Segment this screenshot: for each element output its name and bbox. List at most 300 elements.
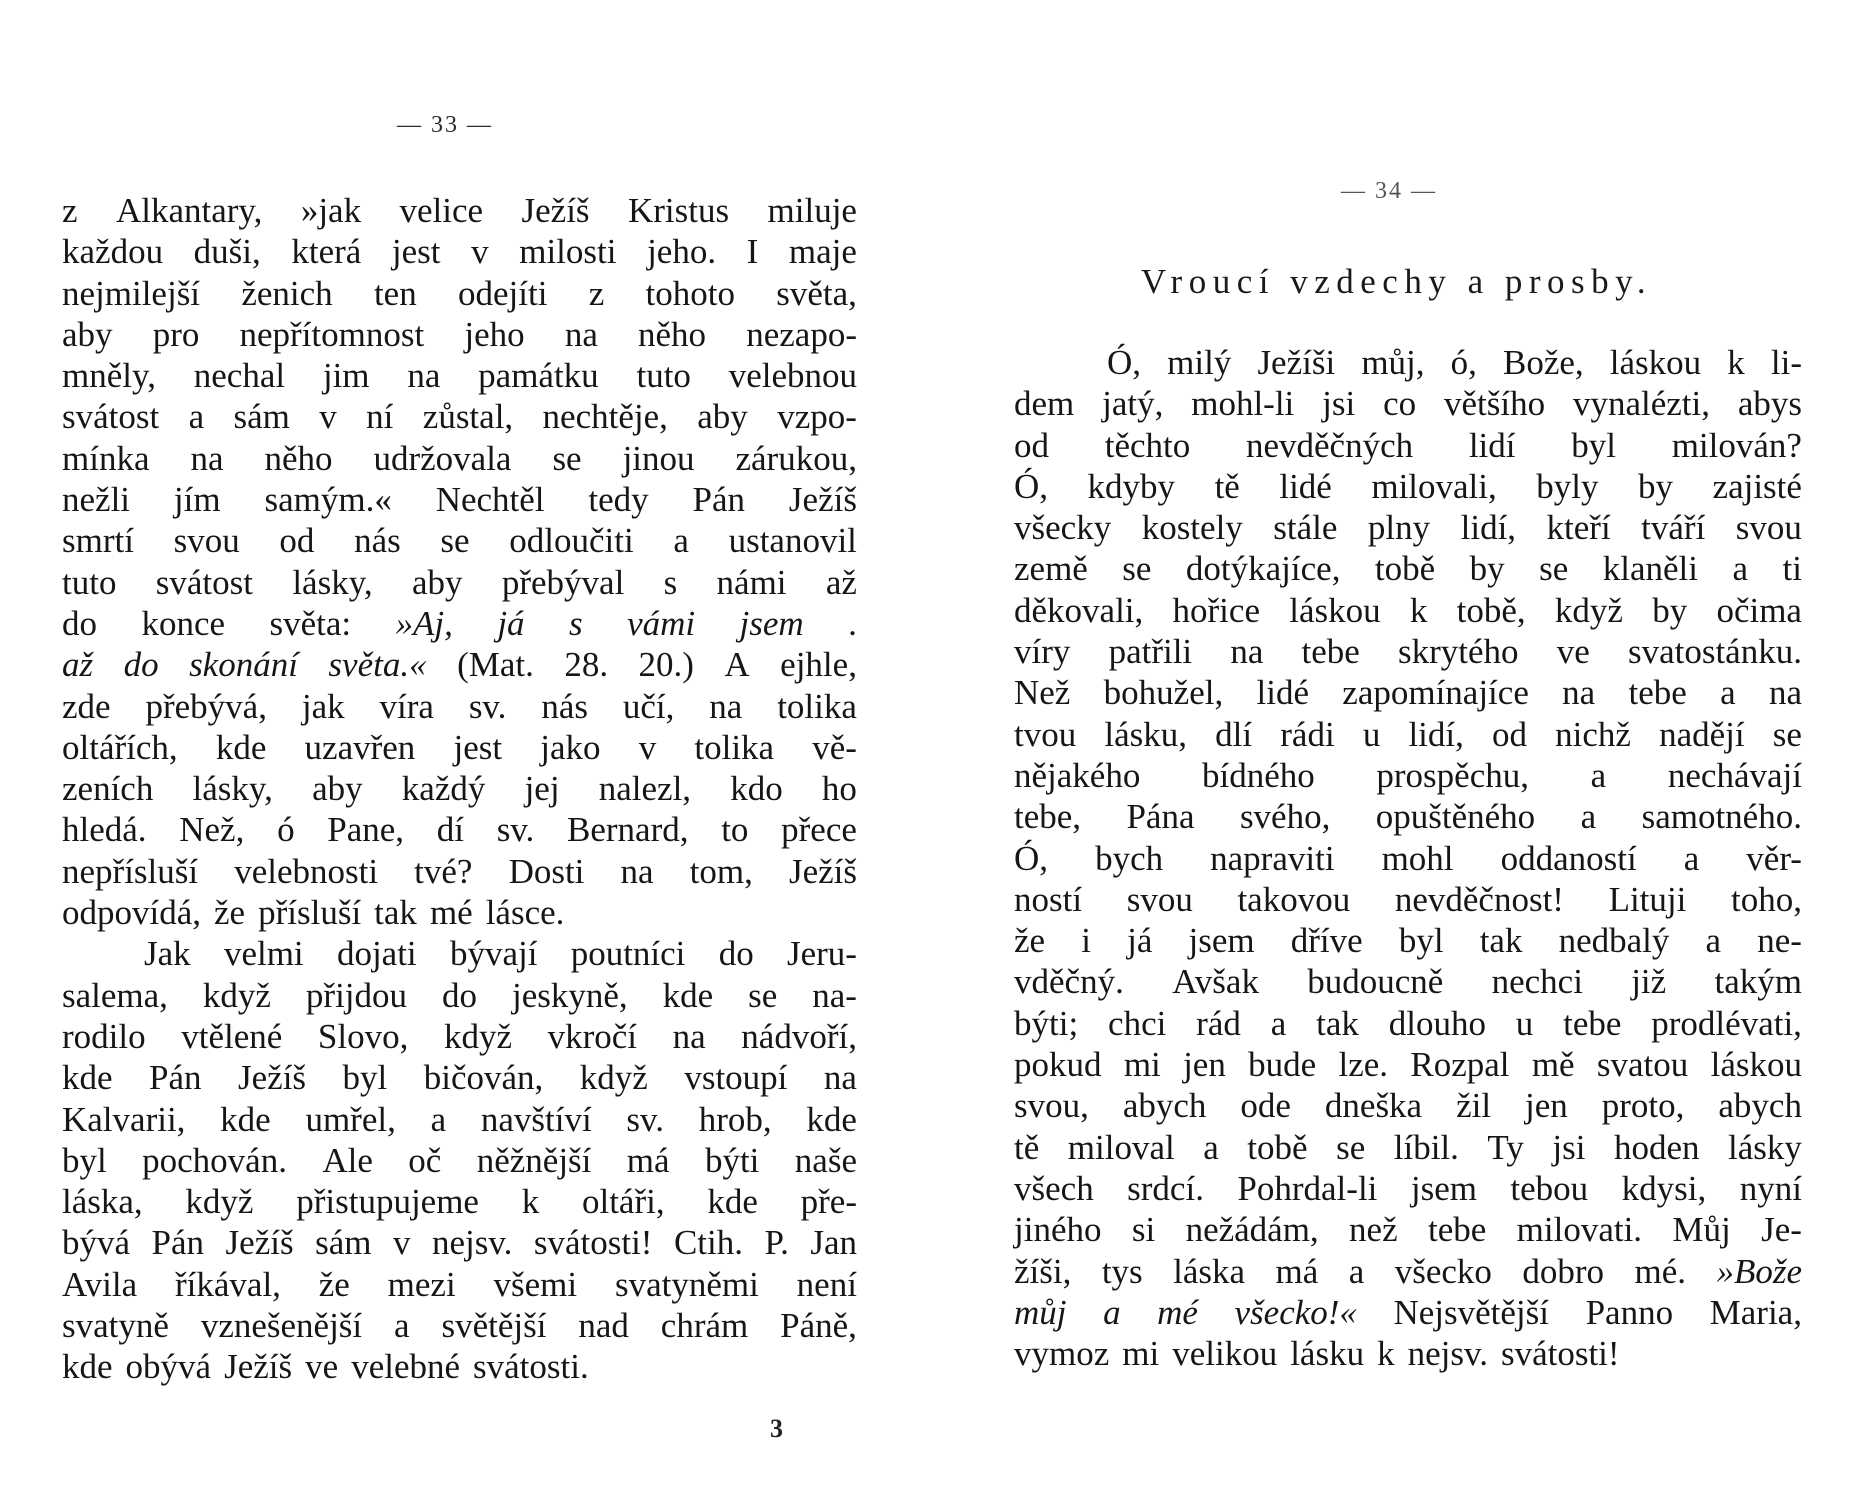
word: na-	[812, 975, 857, 1015]
word: do	[123, 645, 159, 685]
word: a	[1720, 673, 1736, 713]
word: přebývá,	[145, 686, 267, 726]
word: lidé	[1279, 466, 1332, 506]
word: li-	[1770, 343, 1802, 382]
word: nějakého	[1014, 755, 1141, 795]
word: na	[1562, 673, 1596, 713]
text-line	[1014, 1085, 1802, 1126]
word: vstoupí	[684, 1058, 788, 1098]
word: nepřísluší	[62, 851, 199, 891]
text-line	[62, 809, 857, 850]
word: jim	[322, 356, 370, 396]
word: samotného.	[1641, 797, 1802, 837]
word: samým.«	[264, 480, 392, 520]
word: se	[1772, 714, 1802, 754]
word: a	[1683, 838, 1700, 878]
text-line	[62, 479, 857, 520]
word: každý	[401, 769, 486, 809]
word: nádvoří,	[741, 1016, 857, 1056]
word: tě	[1014, 1127, 1040, 1167]
word: (Mat.	[457, 645, 534, 685]
word: skonání	[189, 645, 298, 685]
word: P.	[764, 1223, 789, 1263]
word: se	[440, 521, 470, 561]
word: milován?	[1671, 425, 1802, 465]
word: takým	[1714, 962, 1802, 1002]
word: uzavřen	[304, 727, 416, 767]
word: ve	[1556, 632, 1590, 672]
word: přebýval	[501, 562, 625, 602]
word: mohl-li	[1191, 384, 1295, 424]
word: světa,	[776, 273, 857, 313]
word: sám	[233, 397, 290, 437]
word: tolika	[777, 686, 857, 726]
word: a	[1103, 1292, 1121, 1332]
word: k	[521, 1182, 540, 1222]
word: napraviti	[1210, 838, 1335, 878]
word: jsem	[1410, 1168, 1477, 1208]
word: byl	[342, 1058, 388, 1098]
word: v	[319, 397, 337, 437]
word: u	[1515, 1003, 1534, 1043]
text-line	[62, 851, 857, 892]
word: Bože,	[1502, 343, 1584, 382]
word: láskou	[1289, 590, 1381, 630]
word: »jak	[300, 191, 362, 230]
word: jím	[173, 480, 221, 520]
word: Ježíš	[521, 191, 590, 230]
word: všecko!«	[1234, 1292, 1357, 1332]
word: býti	[704, 1140, 760, 1180]
word: velebné	[351, 1347, 461, 1387]
word: svátosti.	[473, 1347, 589, 1387]
word: dem	[1014, 384, 1075, 424]
text-line	[62, 686, 857, 727]
text-line	[62, 892, 857, 933]
word: co	[1383, 384, 1417, 424]
word: Panno	[1585, 1292, 1674, 1332]
word: maje	[788, 232, 857, 272]
word: lásce.	[485, 893, 565, 933]
word: kdo	[730, 769, 783, 809]
word: milovali,	[1371, 466, 1497, 506]
word: mé	[429, 893, 473, 933]
word: hořice	[1172, 590, 1260, 630]
word: bývají	[449, 934, 538, 974]
word: již	[1631, 962, 1667, 1002]
word: říkával,	[175, 1264, 281, 1304]
word: že	[318, 1264, 350, 1304]
word: miluje	[767, 191, 857, 230]
word: svátost	[155, 562, 253, 602]
text-line	[1014, 1168, 1802, 1209]
word: tuto	[636, 356, 691, 396]
word: dotýkajíce,	[1185, 549, 1341, 589]
word: jsem	[739, 603, 804, 643]
word: smrtí	[62, 521, 134, 561]
text-line	[1014, 961, 1802, 1002]
word: nyní	[1739, 1168, 1802, 1208]
word: jen	[1183, 1045, 1226, 1085]
word: Ježíš	[224, 1347, 293, 1387]
word: lidí,	[1408, 714, 1464, 754]
word: nechci	[1491, 962, 1583, 1002]
word: tys	[1101, 1251, 1143, 1291]
word: vznešenější	[200, 1306, 363, 1346]
word: Avšak	[1172, 962, 1259, 1002]
word: světa.«	[328, 645, 427, 685]
word: se	[1122, 549, 1152, 589]
word: a	[188, 397, 205, 437]
word: duši,	[193, 232, 261, 272]
text-line	[62, 975, 857, 1016]
word: můj	[1014, 1292, 1067, 1332]
word: z	[62, 191, 78, 230]
word: k	[1377, 1334, 1395, 1374]
word: Ale	[322, 1140, 373, 1180]
word: Bernard,	[567, 810, 689, 850]
word: »Aj,	[395, 603, 453, 643]
body-text	[1014, 342, 1802, 1374]
word: s	[569, 603, 583, 643]
word: na	[709, 686, 743, 726]
word: jest	[391, 232, 441, 272]
text-line	[1014, 1333, 1802, 1374]
word: kde	[62, 1347, 113, 1387]
word: s	[663, 562, 678, 602]
word: když	[202, 975, 271, 1015]
text-line	[62, 520, 857, 561]
word: každou	[62, 232, 164, 272]
text-line	[1014, 1292, 1802, 1333]
word: dí	[436, 810, 464, 850]
word: rádi	[1280, 714, 1335, 754]
text-line	[62, 933, 857, 974]
word: která	[291, 232, 362, 272]
word: zeních	[62, 769, 154, 809]
word: na	[1230, 632, 1264, 672]
word: vzpo-	[777, 397, 857, 437]
word: nedbalý	[1558, 921, 1670, 961]
word: i	[1081, 921, 1091, 961]
word: Avila	[62, 1264, 138, 1304]
page-number: — 34 —	[1341, 178, 1437, 204]
word: mé	[1157, 1292, 1198, 1332]
word: Pán	[149, 1058, 202, 1098]
word: žíši,	[1014, 1251, 1072, 1291]
word: těchto	[1104, 425, 1191, 465]
word: a	[1270, 1003, 1287, 1043]
word: tebe,	[1014, 797, 1082, 837]
word: Páně,	[780, 1306, 857, 1346]
word: milý	[1167, 343, 1232, 382]
word: odpovídá,	[62, 893, 202, 933]
word: nad	[578, 1306, 629, 1346]
word: lásku	[1290, 1334, 1365, 1374]
word: mé.	[1634, 1251, 1686, 1291]
word: Ó,	[1107, 343, 1142, 382]
word: patřili	[1108, 632, 1193, 672]
word: »Bože	[1716, 1251, 1802, 1291]
word: nadějí	[1659, 714, 1745, 754]
text-line	[62, 396, 857, 437]
word: lásky	[1728, 1127, 1802, 1167]
word: já	[497, 603, 525, 643]
word: svátosti!	[1500, 1334, 1620, 1374]
text-line	[62, 603, 857, 644]
word: v	[471, 232, 489, 272]
word: nežli	[62, 480, 131, 520]
word: aby	[62, 314, 113, 354]
word: to	[721, 810, 749, 850]
word: tvé?	[414, 851, 473, 891]
text-line	[62, 1222, 857, 1263]
word: svátosti!	[533, 1223, 653, 1263]
word: jen	[1525, 1086, 1568, 1126]
word: Pán	[151, 1223, 205, 1263]
word: Než	[1014, 673, 1071, 713]
page-number: — 33 —	[397, 112, 493, 138]
word: od	[1492, 714, 1528, 754]
word: něžnější	[476, 1140, 592, 1180]
word: na	[190, 438, 224, 478]
word: Ježíš	[238, 1058, 307, 1098]
word: všech	[1014, 1168, 1094, 1208]
word: svátost	[62, 397, 160, 437]
word: Pána	[1126, 797, 1195, 837]
text-line	[62, 727, 857, 768]
word: byl	[1571, 425, 1616, 465]
word: tak	[1479, 921, 1523, 961]
word: a	[1732, 549, 1749, 589]
word: světější	[441, 1306, 547, 1346]
word: tuto	[62, 562, 117, 602]
word: bičován,	[423, 1058, 544, 1098]
word: se	[552, 438, 582, 478]
word: hledá.	[62, 810, 147, 850]
word: jest	[453, 727, 503, 767]
word: hoden	[1613, 1127, 1700, 1167]
text-line	[1014, 507, 1802, 548]
word: učí,	[622, 686, 675, 726]
word: Pane,	[327, 810, 405, 850]
word: ten	[373, 273, 417, 313]
word: když	[443, 1016, 512, 1056]
text-line	[1014, 590, 1802, 631]
word: přistupujeme	[296, 1182, 479, 1222]
word: vynalézti,	[1572, 384, 1710, 424]
word: a	[673, 521, 689, 561]
word: abys	[1737, 384, 1802, 424]
word: mi	[1122, 1334, 1160, 1374]
word: lásky,	[192, 769, 273, 809]
word: byly	[1536, 466, 1599, 506]
word: chci	[1108, 1003, 1167, 1043]
word: tohoto	[645, 273, 735, 313]
word: tobě	[1374, 549, 1436, 589]
word: .	[848, 603, 857, 643]
word: plny	[1367, 508, 1431, 548]
word: vděčný.	[1014, 962, 1124, 1002]
word: líbil.	[1393, 1127, 1459, 1167]
word: rodilo	[62, 1016, 146, 1056]
word: nepřítomnost	[239, 314, 425, 354]
word: z	[588, 273, 605, 313]
word: víry	[1014, 632, 1071, 672]
text-line	[62, 1181, 857, 1222]
word: vymoz	[1014, 1334, 1110, 1374]
word: Jak	[144, 934, 191, 974]
word: ženich	[241, 273, 333, 313]
word: poutníci	[570, 934, 686, 974]
word: ode	[1240, 1086, 1291, 1126]
text-line	[1014, 425, 1802, 466]
word: nechal	[193, 356, 286, 396]
word: a	[1580, 797, 1597, 837]
word: v	[392, 1223, 411, 1263]
word: všecky	[1014, 508, 1112, 548]
word: by	[1638, 466, 1674, 506]
word: Alkantary,	[115, 191, 263, 230]
text-line	[1014, 672, 1802, 713]
word: všecko	[1394, 1251, 1492, 1291]
word: vě-	[812, 727, 857, 767]
word: něho	[264, 438, 333, 478]
word: Je-	[1761, 1210, 1802, 1250]
word: aby	[411, 562, 463, 602]
word: něho	[638, 314, 707, 354]
text-line	[62, 1305, 857, 1346]
word: Maria,	[1709, 1292, 1802, 1332]
word: námi	[716, 562, 787, 602]
word: oddaností	[1500, 838, 1637, 878]
word: dojati	[336, 934, 417, 974]
word: a	[430, 1099, 447, 1139]
word: toho,	[1730, 879, 1802, 919]
word: Ježíš	[788, 851, 857, 891]
word: dříve	[1290, 921, 1363, 961]
word: svou	[1735, 508, 1802, 548]
word: udržovala	[373, 438, 512, 478]
text-line	[1014, 1044, 1802, 1085]
word: já	[1127, 921, 1153, 961]
word: dneška	[1324, 1086, 1423, 1126]
word: nejsv.	[431, 1223, 513, 1263]
word: se	[1539, 549, 1569, 589]
word: abych	[1718, 1086, 1802, 1126]
word: tebe	[1563, 1003, 1622, 1043]
word: Ó,	[1014, 466, 1049, 506]
text-line	[1014, 879, 1802, 920]
word: když	[1554, 590, 1623, 630]
word: býti;	[1014, 1003, 1079, 1043]
word: mě	[1531, 1045, 1575, 1085]
word: kde	[62, 1058, 113, 1098]
word: do	[62, 603, 97, 643]
word: hrob,	[698, 1099, 772, 1139]
word: jatý,	[1102, 384, 1164, 424]
word: velmi	[223, 934, 304, 974]
word: aby	[697, 397, 748, 437]
word: na	[620, 851, 654, 891]
word: Kalvarii,	[62, 1099, 186, 1139]
word: bohužel,	[1103, 673, 1224, 713]
text-line	[1014, 920, 1802, 961]
word: A	[724, 645, 750, 685]
word: jak	[301, 686, 345, 726]
word: láska,	[62, 1182, 143, 1222]
word: by	[1652, 590, 1688, 630]
word: miloval	[1067, 1127, 1175, 1167]
text-line	[1014, 755, 1802, 796]
word: bídného	[1201, 755, 1315, 795]
word: když	[185, 1182, 254, 1222]
word: velebnosti	[234, 851, 379, 891]
word: sv.	[626, 1099, 665, 1139]
word: bych	[1095, 838, 1164, 878]
word: dlouho	[1388, 1003, 1486, 1043]
word: bývá	[62, 1223, 131, 1263]
word: a	[1590, 755, 1607, 795]
text-line	[1014, 1209, 1802, 1250]
text-line	[62, 1016, 857, 1057]
word: jinou	[622, 438, 695, 478]
word: není	[796, 1264, 857, 1304]
word: láska	[1173, 1251, 1246, 1291]
text-line	[62, 1346, 857, 1387]
word: svou,	[1014, 1086, 1089, 1126]
word: tebe	[1427, 1210, 1487, 1250]
word: očima	[1716, 590, 1802, 630]
word: přísluší	[258, 893, 362, 933]
word: tebou	[1510, 1168, 1589, 1208]
word: má	[626, 1140, 670, 1180]
word: Ježíši	[1257, 343, 1336, 382]
word: zajisté	[1712, 466, 1802, 506]
word: pro	[152, 314, 200, 354]
word: aby	[312, 769, 363, 809]
word: tolika	[694, 727, 775, 767]
signature-mark: 3	[770, 1414, 783, 1443]
word: vámi	[627, 603, 696, 643]
word: zde	[62, 686, 111, 726]
word: nás	[541, 686, 588, 726]
word: většího	[1443, 384, 1546, 424]
word: si	[1131, 1210, 1156, 1250]
word: jsi	[1322, 384, 1356, 424]
word: než	[1349, 1210, 1398, 1250]
word: že	[1014, 921, 1046, 961]
word: se	[748, 975, 778, 1015]
word: kde	[215, 727, 267, 767]
word: věr-	[1746, 838, 1802, 878]
word: lze.	[1338, 1045, 1389, 1085]
word: opuštěného	[1375, 797, 1536, 837]
word: všemi	[493, 1264, 578, 1304]
text-line	[1014, 466, 1802, 507]
word: ní	[366, 397, 394, 437]
word: tobě,	[1456, 590, 1526, 630]
text-line	[62, 1057, 857, 1098]
word: tě	[1214, 466, 1240, 506]
word: svou	[1126, 879, 1193, 919]
word: svého,	[1239, 797, 1331, 837]
word: skrytého	[1398, 632, 1519, 672]
word: obývá	[125, 1347, 212, 1387]
word: svatou	[1596, 1045, 1689, 1085]
word: Pán	[692, 480, 746, 520]
word: Ó,	[1014, 838, 1049, 878]
